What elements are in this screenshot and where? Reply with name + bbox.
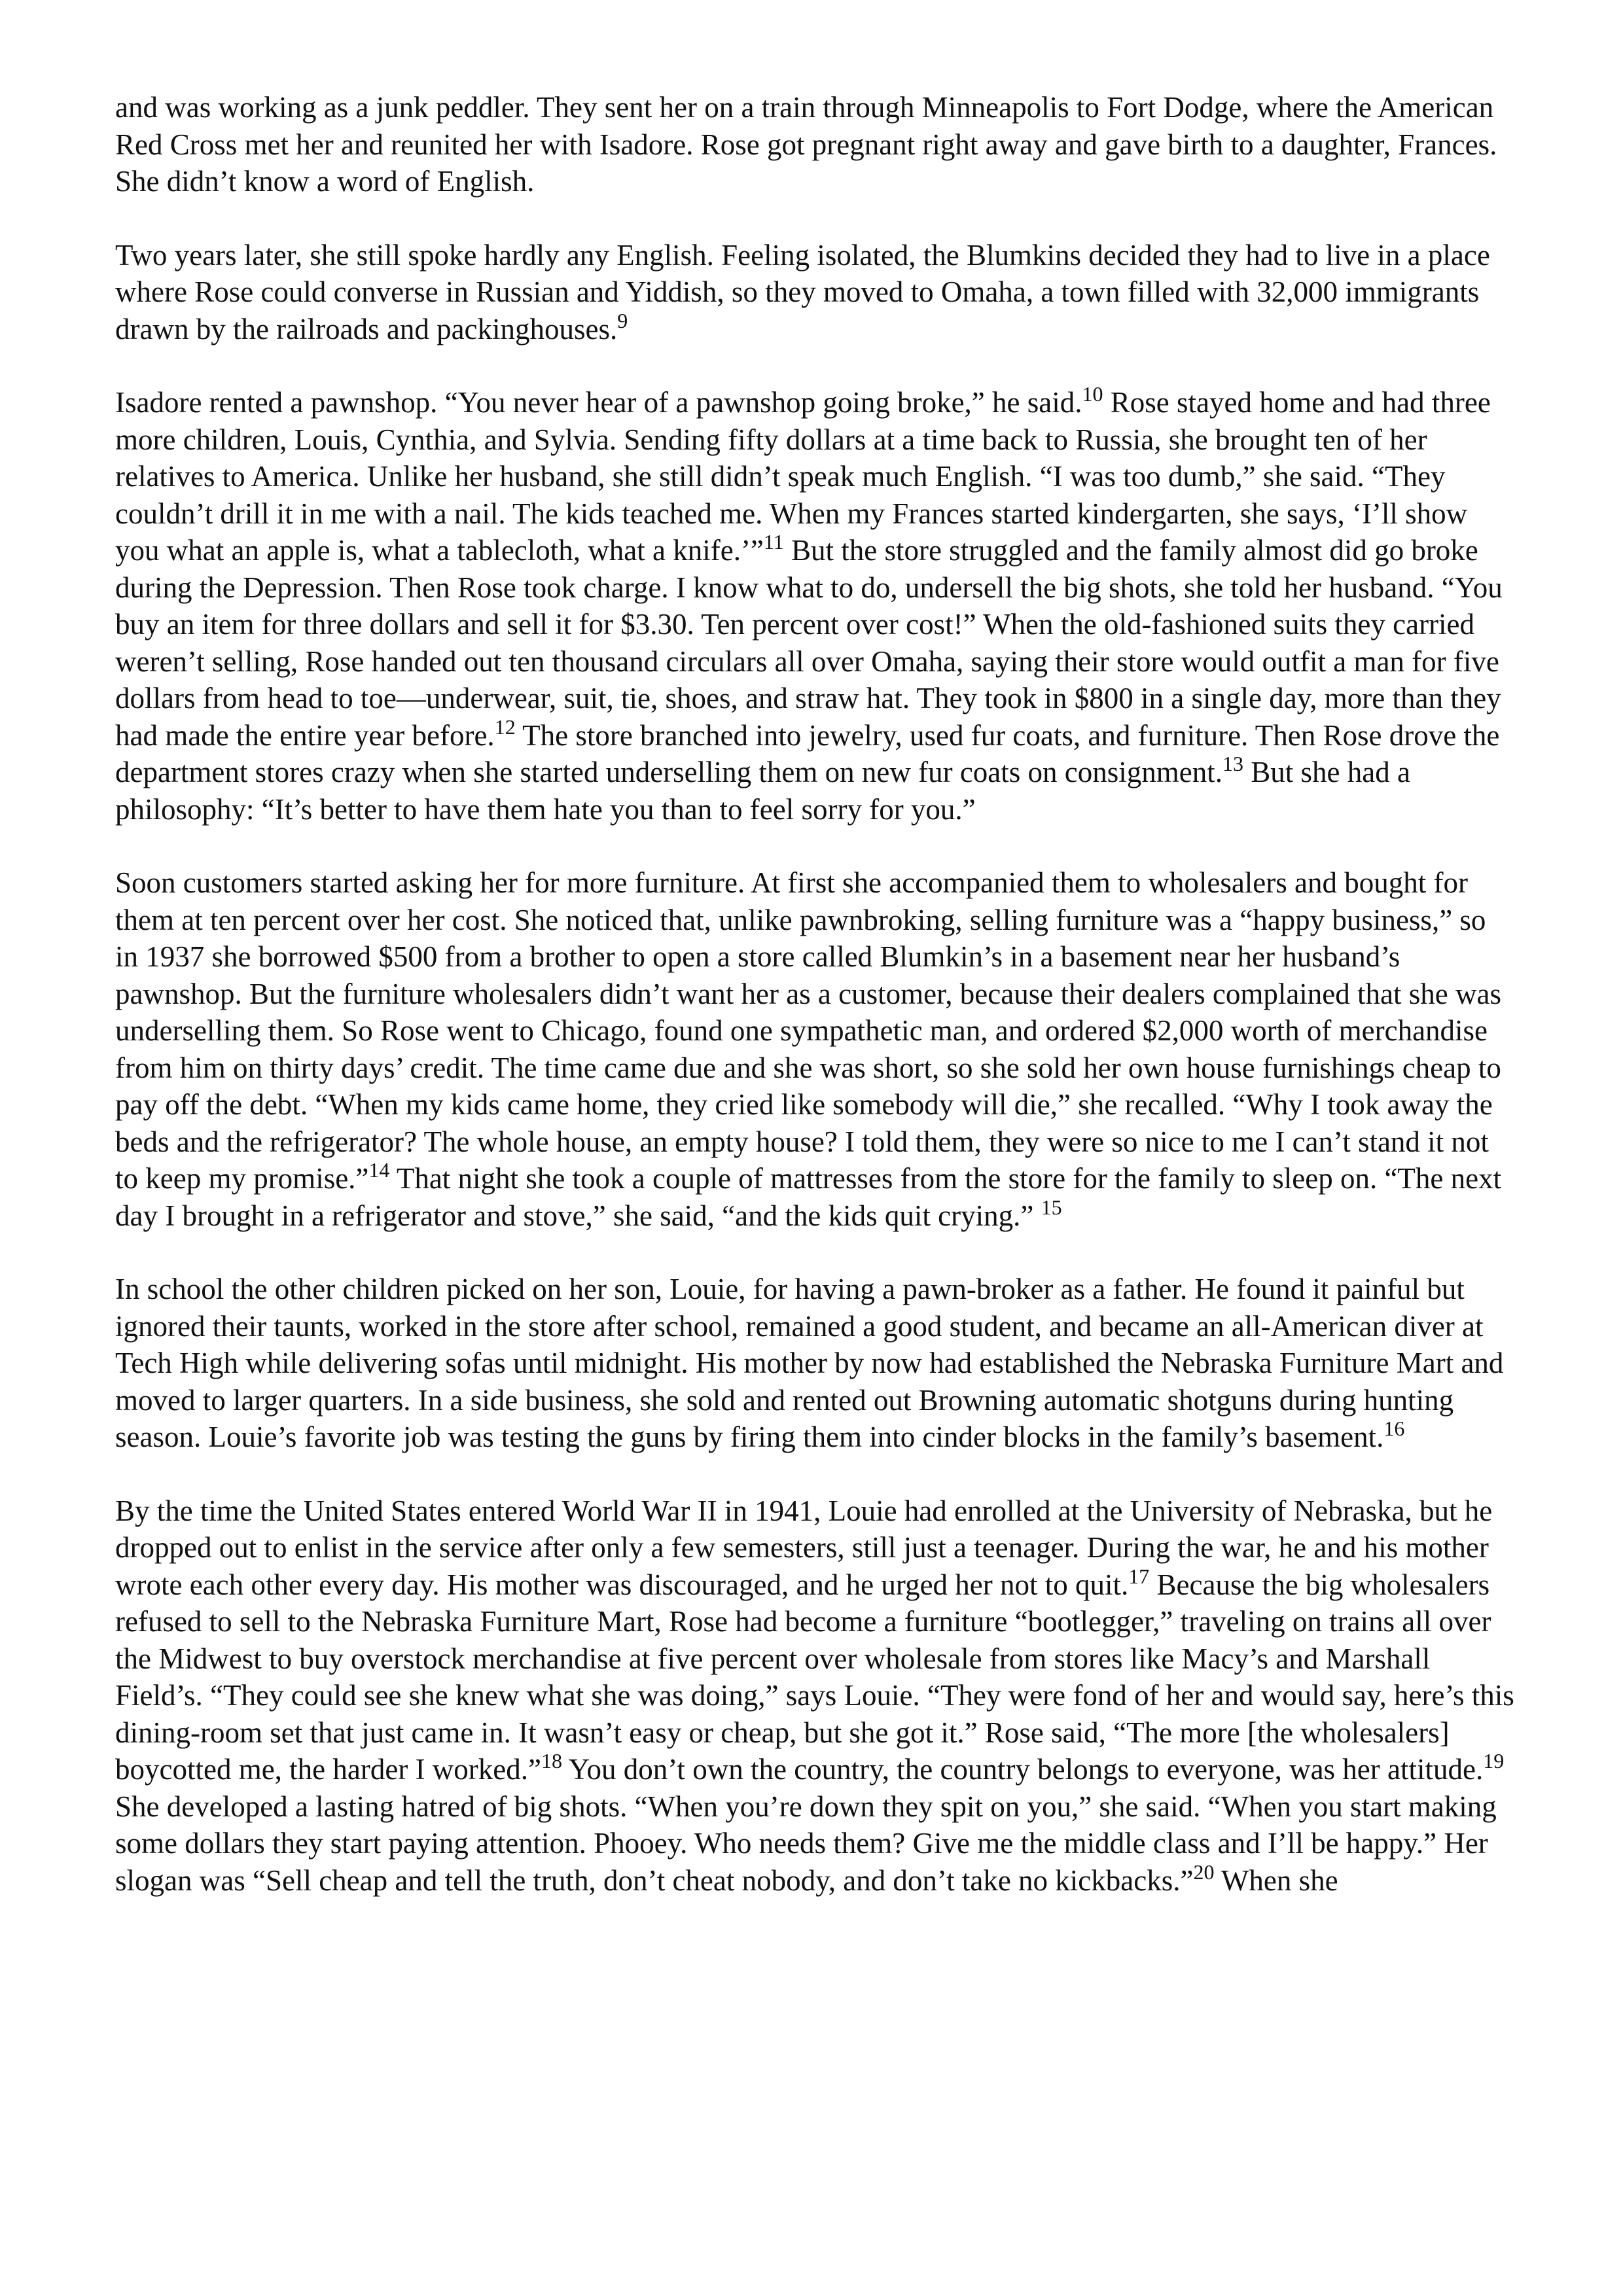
paragraph-2-text-1: Two years later, she still spoke hardly any English. Feeling isolated, the Blumkins decided they had to live in a place where Rose could converse in Russian and Yiddish, so they moved to Omaha, a town filled with 32,000 immigrants drawn by the railroads and packinghouses. [115,238,1490,345]
paragraph-6 [115,1492,1516,1899]
paragraph-6-text-5: When she [1214,1863,1338,1897]
paragraph-1-text-1: and was working as a junk peddler. They sent her on a train through Minneapolis to Fort Dodge, where the American Red Cross met her and reunited her with Isadore. Rose got pregnant right away and gave birth to a daughter, Frances. She didn’t know a word of English. [115,91,1497,198]
paragraph-3-text-3: But the store struggled and the family almost did go broke during the Depression. Then Rose took charge. I know what to do, undersell the big shots, she told her husband. “You buy an item for three dollars and sell it for $3.30. Ten percent over cost!” When the old-fashioned suits they carried weren’t selling, Rose handed out ten thousand circulars all over Omaha, saying their store would outfit a man for five dollars from head to toe—underwear, suit, tie, shoes, and straw hat. They took in $800 in a single day, more than they had made the entire year before. [115,534,1503,752]
paragraph-3-text-4: The store branched into jewelry, used fur coats, and furniture. Then Rose drove the department stores crazy when she started underselling them on new fur coats on consignment. [115,718,1500,788]
document-page [115,89,1516,1899]
paragraph-4 [115,864,1516,1234]
paragraph-5-text-1: In school the other children picked on her son, Louie, for having a pawn-broker as a father. He found it painful but ignored their taunts, worked in the store after school, remained a good student, and became an all-American diver at Tech High while delivering sofas until midnight. His mother by now had established the Nebraska Furniture Mart and moved to larger quarters. In a side business, she sold and rented out Browning automatic shotguns during hunting season. Louie’s favorite job was testing the guns by firing them into cinder blocks in the family’s basement. [115,1273,1504,1453]
paragraph-3-text-2: Rose stayed home and had three more children, Louis, Cynthia, and Sylvia. Sending fifty dollars at a time back to Russia, she brought ten of her relatives to America. Unlike her husband, she still didn’t speak much English. “I was too dumb,” she said. “They couldn’t drill it in me with a nail. The kids teached me. When my Frances started kindergarten, she says, ‘I’ll show you what an apple is, what a tablecloth, what a knife.’” [115,386,1491,567]
paragraph-4-text-1: Soon customers started asking her for more furniture. At first she accompanied them to wholesalers and bought for them at ten percent over her cost. She noticed that, unlike pawnbroking, selling furniture was a “happy business,” so in 1937 she borrowed $500 from a brother to open a store called Blumkin’s in a basement near her husband’s pawnshop. But the furniture wholesalers didn’t want her as a customer, because their dealers complained that she was underselling them. So Rose went to Chicago, found one sympathetic man, and ordered $2,000 worth of merchandise from him on thirty days’ credit. The time came due and she was short, so she sold her own house furnishings cheap to pay off the debt. “When my kids came home, they cried like somebody will die,” she recalled. “Why I took away the beds and the refrigerator? The whole house, an empty house? I told them, they were so nice to me I can’t stand it not to keep my promise.” [115,866,1501,1195]
footnote-ref-20[interactable]: 20 [1193,1860,1215,1884]
footnote-ref-15[interactable]: 15 [1041,1195,1062,1219]
paragraph-6-text-1: By the time the United States entered World War II in 1941, Louie had enrolled at the University of Nebraska, but he dropped out to enlist in the service after only a few semesters, still just a teenager. During the war, he and his mother wrote each other every day. His mother was discouraged, and he urged her not to quit. [115,1494,1493,1601]
footnote-ref-14[interactable]: 14 [368,1158,390,1182]
footnote-ref-16[interactable]: 16 [1383,1417,1405,1440]
paragraph-3 [115,384,1516,828]
paragraph-3-text-5: But she had a philosophy: “It’s better to have them hate you than to feel sorry for you.” [115,756,1410,826]
paragraph-5 [115,1271,1516,1456]
paragraph-6-text-3: You don’t own the country, the country belongs to everyone, was her attitude. [562,1753,1484,1786]
paragraph-3-text-1: Isadore rented a pawnshop. “You never hear of a pawnshop going broke,” he said. [115,386,1082,419]
paragraph-2 [115,237,1516,348]
footnote-ref-12[interactable]: 12 [494,715,516,739]
footnote-ref-19[interactable]: 19 [1483,1749,1505,1773]
paragraph-1 [115,89,1516,200]
paragraph-6-text-4: She developed a lasting hatred of big shots. “When you’re down they spit on you,” she said. “When you start making some dollars they start paying attention. Phooey. Who needs them? Give me the middle class and I’ll be happy.” Her slogan was “Sell cheap and tell the truth, don’t cheat nobody, and don’t take no kickbacks.” [115,1790,1497,1897]
footnote-ref-13[interactable]: 13 [1222,752,1244,775]
footnote-ref-11[interactable]: 11 [763,530,784,554]
paragraph-6-text-2: Because the big wholesalers refused to sell to the Nebraska Furniture Mart, Rose had become a furniture “bootlegger,” traveling on trains all over the Midwest to buy overstock merchandise at five percent over wholesale from stores like Macy’s and Marshall Field’s. “They could see she knew what she was doing,” says Louie. “They were fond of her and would say, here’s this dining-room set that just came in. It wasn’t easy or cheap, but she got it.” Rose said, “The more [the wholesalers] boycotted me, the harder I worked.” [115,1568,1514,1786]
footnote-ref-9[interactable]: 9 [617,308,628,332]
footnote-ref-18[interactable]: 18 [541,1749,562,1773]
footnote-ref-17[interactable]: 17 [1128,1564,1150,1588]
paragraph-4-text-2: That night she took a couple of mattresses from the store for the family to sleep on. “The next day I brought in a refrigerator and stove,” she said, “and the kids quit crying.” [115,1162,1502,1232]
footnote-ref-10[interactable]: 10 [1082,382,1103,406]
